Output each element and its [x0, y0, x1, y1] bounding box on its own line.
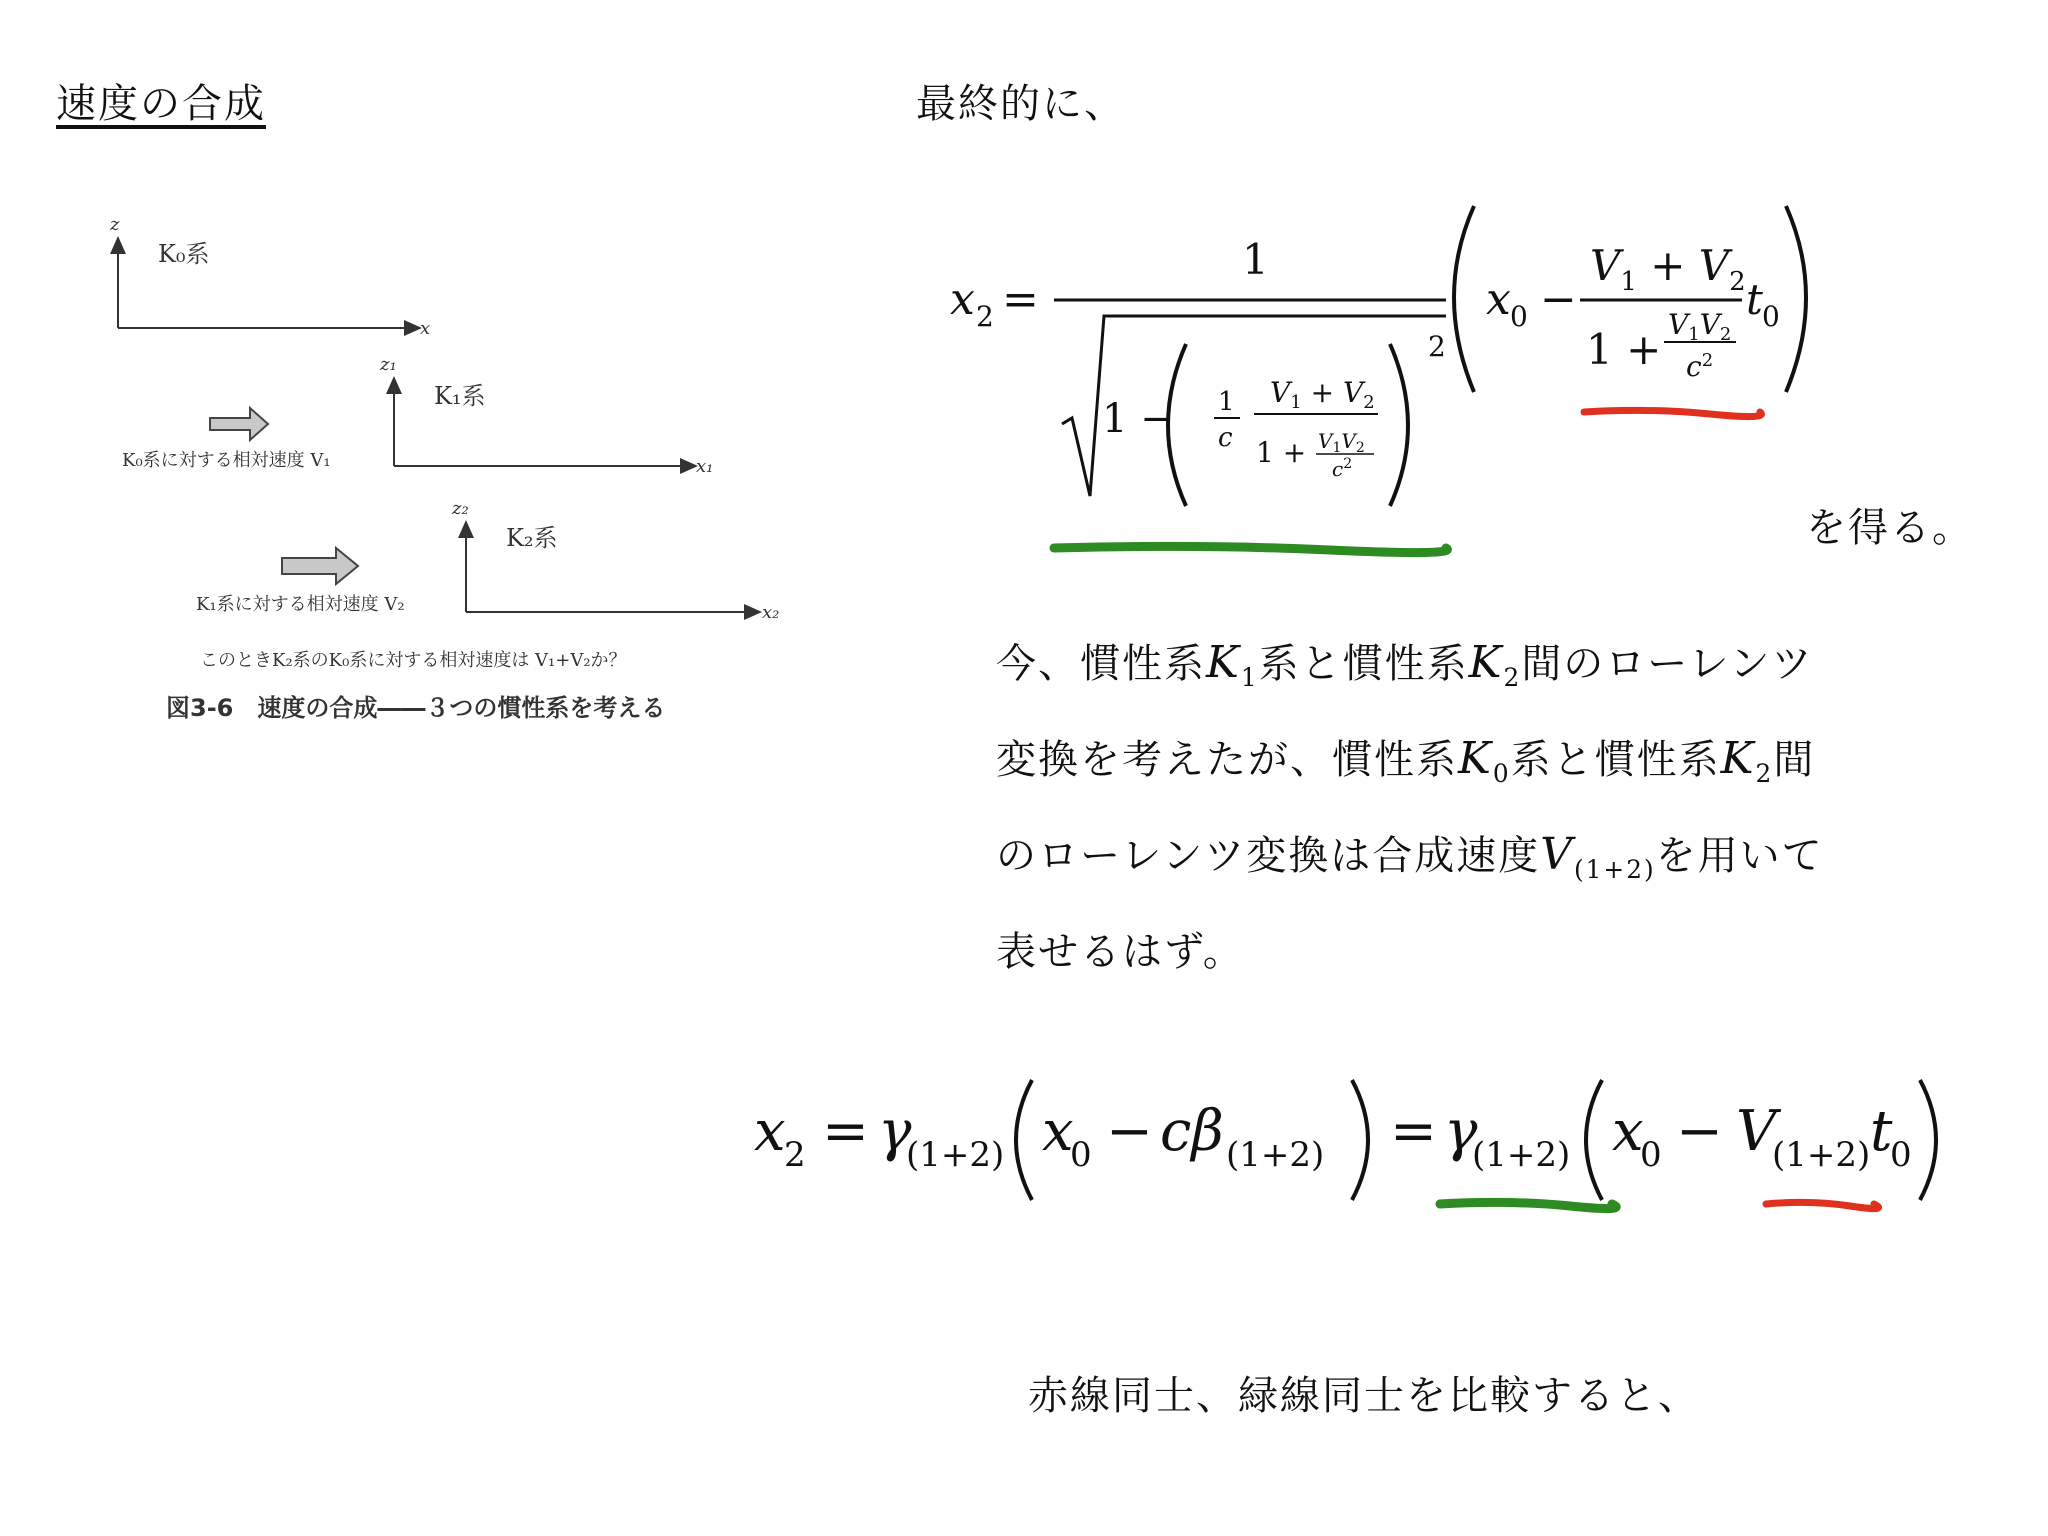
svg-text:V1V2: $V_1V_2$ [1668, 308, 1732, 345]
text-span: 変換を考えたが、慣性系 [996, 737, 1458, 783]
svg-text:−: − [1106, 1099, 1153, 1164]
svg-text:0: 0 [1070, 1135, 1092, 1175]
symbol-k2: K [1720, 733, 1756, 784]
figure-caption: 図3-6 速度の合成――３つの慣性系を考える [166, 694, 666, 722]
text-span: を用いて [1655, 833, 1824, 879]
axis-z2-label: z₂ [452, 498, 469, 519]
svg-text:γ: γ [878, 1099, 912, 1164]
svg-text:c2: $c^2$ [1332, 456, 1353, 481]
symbol-sub: (1+2) [1573, 855, 1656, 884]
svg-text:V1 + V2: $V_1 + V_2$ [1590, 241, 1746, 297]
svg-text:cβ: cβ [1160, 1099, 1224, 1164]
svg-text:x: x [754, 1099, 786, 1164]
velocity-composition-figure [100, 200, 820, 740]
svg-text:0: 0 [1510, 300, 1528, 333]
text-span: 間のローレンツ [1521, 641, 1814, 687]
right-block-arrow-icon [282, 548, 358, 584]
svg-text:0: 0 [1890, 1135, 1912, 1175]
symbol-v: V [1540, 829, 1574, 880]
svg-text:V: V [1736, 1099, 1777, 1164]
svg-text:V1V2: $V_1V_2$ [1318, 429, 1365, 456]
axis-x2-label: x₂ [762, 602, 780, 623]
svg-text:1: 1 [1218, 387, 1235, 417]
svg-text:1: 1 [1242, 235, 1269, 284]
svg-text:=: = [1002, 274, 1039, 325]
arrow1-caption: K₀系に対する相対速度 V₁ [122, 450, 331, 471]
compare-text: 赤線同士、緑線同士を比較すると、 [1028, 1373, 1700, 1419]
svg-text:2: 2 [1428, 330, 1446, 363]
red-underline-denominator [1584, 410, 1761, 416]
svg-text:c: c [1218, 423, 1233, 453]
axis-z-label: z [110, 214, 120, 235]
svg-text:=: = [1390, 1099, 1437, 1164]
text-span: 系と慣性系 [1258, 641, 1469, 687]
symbol-k1: K [1206, 637, 1241, 688]
svg-text:x: x [1612, 1099, 1644, 1164]
svg-text:2: 2 [784, 1135, 806, 1175]
green-underline-sqrt [1054, 546, 1447, 552]
svg-text:0: 0 [1640, 1135, 1662, 1175]
svg-text:(1+2): (1+2) [1226, 1135, 1325, 1175]
svg-text:x: x [1486, 274, 1511, 325]
svg-text:t: t [1746, 275, 1763, 324]
text-span: 間 [1773, 737, 1816, 783]
svg-text:(1+2): (1+2) [906, 1135, 1005, 1175]
finally-text: 最終的に、 [916, 81, 1126, 127]
axis-z1-label: z₁ [380, 354, 397, 375]
text-span: 系と慣性系 [1510, 737, 1721, 783]
svg-text:x: x [950, 274, 975, 325]
svg-text:x: x [1042, 1099, 1074, 1164]
svg-text:0: 0 [1762, 300, 1780, 333]
symbol-k0: K [1458, 733, 1493, 784]
svg-text:1 −: 1 − [1102, 396, 1174, 442]
k2-frame-label: K₂系 [506, 524, 558, 552]
svg-text:(1+2): (1+2) [1772, 1135, 1871, 1175]
axis-x1-label: x₁ [696, 456, 714, 477]
axis-x-label: x [420, 318, 431, 339]
symbol-sub: 0 [1492, 759, 1511, 788]
symbol-sub: 1 [1240, 663, 1259, 692]
section-title: 速度の合成 [56, 81, 266, 127]
green-underline-gamma [1440, 1202, 1616, 1208]
equation-x2-velocity-addition [950, 196, 1810, 566]
svg-text:c2: $c^2$ [1686, 350, 1714, 383]
right-block-arrow-icon [210, 408, 268, 440]
symbol-sub: 2 [1755, 759, 1774, 788]
svg-text:−: − [1676, 1099, 1723, 1164]
symbol-k2: K [1468, 637, 1504, 688]
svg-text:2: 2 [976, 300, 994, 333]
svg-text:−: − [1540, 274, 1577, 325]
arrow2-caption: K₁系に対する相対速度 V₂ [196, 594, 405, 615]
svg-text:t: t [1870, 1099, 1893, 1164]
k0-frame-label: K₀系 [158, 240, 210, 268]
symbol-sub: 2 [1503, 663, 1522, 692]
equation-x2-gamma [750, 1070, 1950, 1220]
svg-text:1 +: 1 + [1586, 325, 1662, 374]
svg-text:=: = [822, 1099, 869, 1164]
text-span: 今、慣性系 [996, 641, 1206, 687]
paragraph-line-1 [996, 632, 1814, 692]
figure-question: このときK₂系のK₀系に対する相対速度は V₁+V₂か？ [200, 650, 627, 671]
svg-text:1 +: 1 + [1256, 436, 1307, 469]
k1-frame-label: K₁系 [434, 382, 486, 410]
svg-text:γ: γ [1444, 1099, 1478, 1164]
svg-text:V1 + V2: $V_1 + V_2$ [1270, 376, 1375, 413]
paragraph-line-3 [996, 824, 1824, 884]
text-span: のローレンツ変換は合成速度 [996, 833, 1541, 879]
svg-text:(1+2): (1+2) [1472, 1135, 1571, 1175]
paragraph-line-4: 表せるはず。 [996, 929, 1245, 975]
obtain-text: を得る。 [1806, 505, 1974, 551]
red-underline-velocity [1766, 1202, 1879, 1208]
paragraph-line-2 [996, 728, 1815, 788]
